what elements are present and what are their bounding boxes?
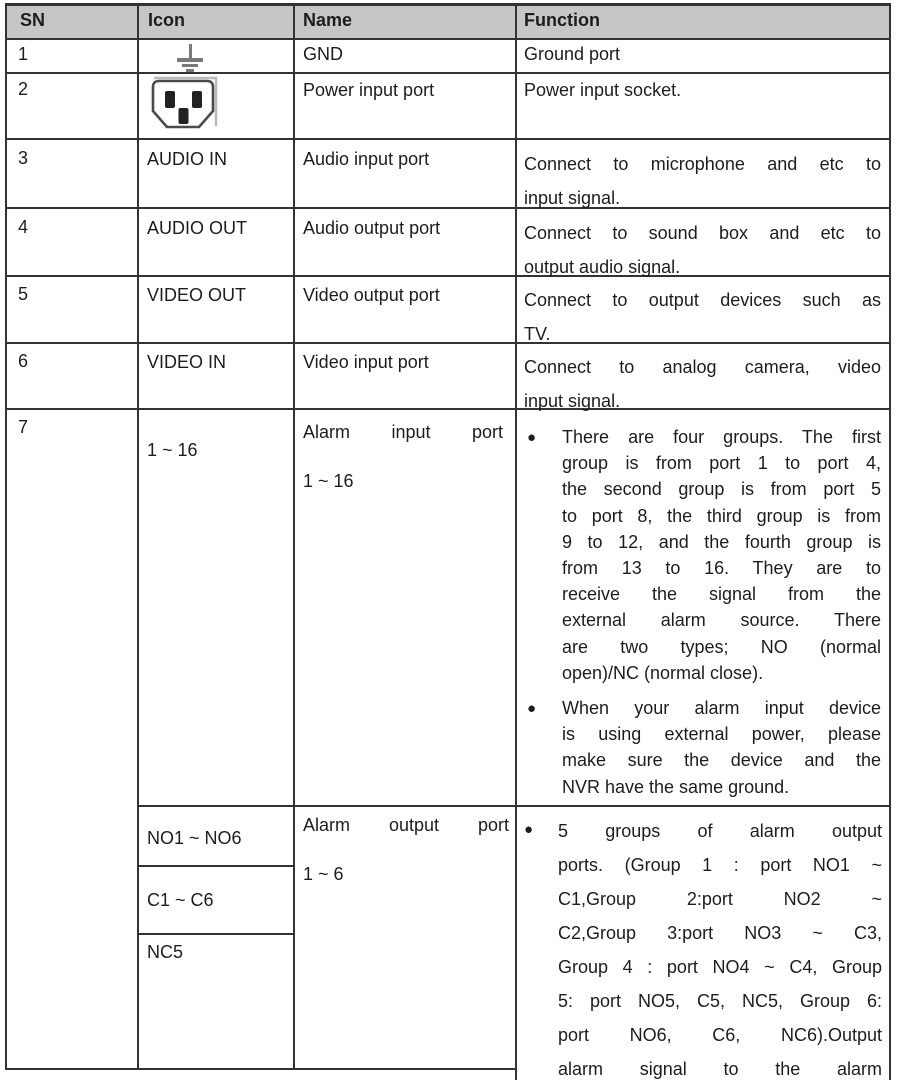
name-cell: Video input port (303, 352, 429, 372)
grid-line (5, 3, 7, 1068)
icon-label: VIDEO IN (147, 352, 227, 372)
name-cell-line2: 1 ~ 6 (303, 864, 344, 884)
grid-line (5, 3, 891, 6)
name-cell: GND (303, 44, 343, 64)
name-cell-line2: 1 ~ 16 (303, 471, 354, 491)
name-cell: Audio input port (303, 149, 430, 169)
function-cell: Ground port (524, 44, 621, 64)
sn-cell: 7 (18, 417, 29, 437)
icon-label: 1 ~ 16 (147, 440, 198, 460)
function-bullet-text: There are four groups. The first group is from port 1 to port 4, the second group is from port 5 to port 8, the third group is from 9 to 12, and the fourth group is from 13 to 16. They are to receive the signal from the external alarm source. There are two types; NO (normal open)/NC (normal close). (562, 427, 881, 683)
column-header-name: Name (303, 10, 353, 30)
name-cell: Audio output port (303, 218, 441, 238)
function-cell: Connect to sound box and etc to output audio signal. (524, 223, 881, 277)
function-cell: Connect to analog camera, video input signal. (524, 357, 881, 411)
function-cell: Connect to microphone and etc to input signal. (524, 154, 881, 208)
sn-cell: 1 (18, 44, 29, 64)
sn-cell: 2 (18, 79, 29, 99)
bullet-icon: ● (527, 700, 537, 717)
function-cell: Power input socket. (524, 80, 682, 100)
icon-label: AUDIO OUT (147, 218, 248, 238)
name-cell: Alarm output port (303, 815, 509, 835)
function-bullet-text: When your alarm input device is using external power, please make sure the device and the NVR have the same ground. (562, 698, 881, 797)
grid-line (293, 3, 295, 1068)
column-header-icon: Icon (148, 10, 186, 30)
icon-label: NC5 (147, 942, 184, 962)
name-cell: Power input port (303, 80, 435, 100)
ground-icon (176, 44, 204, 72)
grid-line (5, 72, 891, 74)
grid-line (5, 138, 891, 140)
sn-cell: 4 (18, 217, 29, 237)
name-cell: Video output port (303, 285, 440, 305)
name-cell: Alarm input port (303, 422, 503, 442)
grid-line (137, 865, 295, 867)
icon-label: AUDIO IN (147, 149, 228, 169)
icon-label: C1 ~ C6 (147, 890, 214, 910)
icon-label: VIDEO OUT (147, 285, 247, 305)
grid-line (515, 3, 517, 1080)
grid-line (137, 805, 891, 807)
grid-line (5, 38, 891, 40)
grid-line (137, 933, 295, 935)
sn-cell: 5 (18, 284, 29, 304)
grid-line (889, 3, 891, 1080)
bullet-icon: ● (527, 429, 537, 446)
sn-cell: 3 (18, 148, 29, 168)
grid-line (137, 3, 139, 1068)
icon-label: NO1 ~ NO6 (147, 828, 242, 848)
bullet-icon: ● (524, 821, 534, 838)
function-cell: Connect to output devices such as TV. (524, 290, 881, 344)
power-socket-icon (146, 76, 222, 134)
column-header-function: Function (524, 10, 600, 30)
grid-line (5, 1068, 517, 1070)
function-bullet-text: 5 groups of alarm output ports. (Group 1 : port NO1 ~ C1,Group 2:port NO2 ~ C2,Group 3:port NO3 ~ C3, Group 4 : port NO4 ~ C4, Group 5: port NO5, C5, NC5, Group 6: port NO6, C6, NC6).Output alarm signal to the alarm (558, 821, 882, 1079)
column-header-sn: SN (20, 10, 46, 30)
sn-cell: 6 (18, 351, 29, 371)
